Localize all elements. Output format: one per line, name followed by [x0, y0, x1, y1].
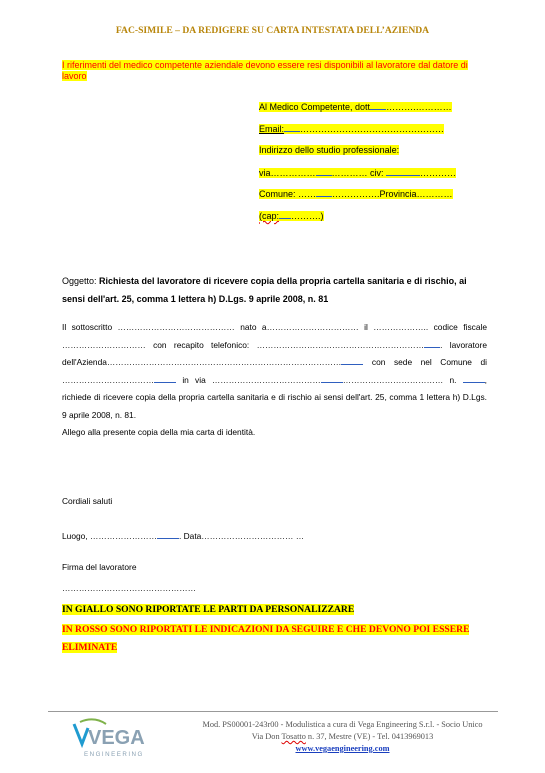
signature-label: Firma del lavoratore: [62, 562, 137, 572]
recipient-email: [259, 123, 444, 135]
note-yellow-text: IN GIALLO SONO RIPORTATE LE PARTI DA PERSONALIZZARE: [62, 604, 355, 615]
subject-text: Richiesta del lavoratore di ricevere copia della propria cartella sanitaria e di rischio, ai sensi dell'art. 25, comma 1 lettera h) D.Lgs. 9 aprile 2008, n. 81: [62, 276, 467, 304]
recipient-doctor: [259, 101, 452, 113]
email-label: Email:: [259, 124, 285, 134]
place-label: Luogo, ……………………: [62, 531, 157, 541]
body-part-1: Il sottoscritto …………………………………… nato a…………………………… il ……………….. codice fiscale ………………………… con recapito telefonico: ……………………………………………………: [62, 322, 487, 350]
cap-label: (cap:: [259, 211, 280, 221]
instruction-note: [62, 60, 487, 82]
recipient-comune: [259, 188, 453, 200]
email-blank[interactable]: [284, 123, 300, 132]
doctor-dots: ……….…………: [386, 102, 452, 112]
comune-blank[interactable]: [316, 188, 332, 197]
vega-logo: [72, 718, 154, 762]
recipient-cap: [259, 210, 324, 222]
logo-text: VEGA: [88, 727, 145, 749]
logo-subtext: ENGINEERING: [84, 751, 144, 758]
comune-label: Comune: ……: [259, 189, 317, 199]
cap-close: ……….): [291, 211, 324, 221]
footer-address-c: n. 37, Mestre (VE) - Tel. 0413969013: [305, 732, 434, 741]
civ-blank[interactable]: [386, 167, 420, 176]
body-part-6: , richiede di ricevere copia della propria cartella sanitaria e di rischio ai sensi dell'art. 25, comma 1 lettera h) D.Lgs. 9 aprile 2008, n. 81.: [62, 374, 487, 420]
footer-divider: [48, 711, 498, 712]
signature-line: …………………………………………: [62, 583, 196, 593]
company-blank[interactable]: [341, 356, 363, 365]
studio-label: Indirizzo dello studio professionale:: [259, 145, 400, 155]
letter-body: [62, 319, 487, 442]
footer-address-b: Tosatto: [281, 732, 306, 741]
place-blank[interactable]: [157, 530, 179, 539]
footer-address-a: Via Don: [251, 732, 282, 741]
via-label: via……………: [259, 168, 316, 178]
via-end: …………: [420, 168, 457, 178]
body-part-3: con sede nel Comune di ……………………………: [62, 357, 487, 385]
body-part-4: in via …………………………………: [176, 374, 321, 385]
date-label: . Data…………………………… …: [178, 531, 305, 541]
number-blank[interactable]: [463, 374, 485, 383]
cap-blank[interactable]: [279, 210, 291, 219]
vega-logo-icon: [72, 718, 154, 762]
comune-body-blank[interactable]: [154, 374, 176, 383]
recipient-via: [259, 167, 456, 179]
subject-label: Oggetto:: [62, 276, 100, 286]
footer-line-2: [150, 731, 535, 743]
footer-line-1: Mod. PS00001-243r00 - Modulistica a cura di Vega Engineering S.r.l. - Socio Unico: [202, 720, 483, 729]
body-part-2: . lavoratore dell'Azienda…………………………………………………………………………: [62, 339, 487, 367]
note-red-text: IN ROSSO SONO RIPORTATI LE INDICAZIONI DA SEGUIRE E CHE DEVONO POI ESSERE ELIMINATE: [62, 624, 470, 653]
note-red: [62, 621, 482, 657]
closing: Cordiali saluti: [62, 496, 113, 506]
page-title: FAC-SIMILE – DA REDIGERE SU CARTA INTESTATA DELL’AZIENDA: [115, 25, 430, 36]
via-blank[interactable]: [316, 167, 332, 176]
via-body-blank[interactable]: [321, 374, 343, 383]
doctor-blank[interactable]: [370, 101, 386, 110]
email-dots: …………………………………………: [300, 124, 445, 134]
place-date: [62, 530, 304, 541]
note-yellow: [62, 604, 354, 615]
recipient-studio: [259, 145, 399, 156]
via-mid: ………… civ:: [331, 168, 387, 178]
comune-mid: …………….Provincia…………: [332, 189, 453, 199]
doctor-label: Al Medico Competente, dott: [259, 102, 371, 112]
body-part-5: ……………………………… n.: [342, 374, 463, 385]
subject-line: [62, 272, 492, 308]
phone-blank[interactable]: [424, 339, 440, 348]
website-link[interactable]: www.vegaengineering.com: [295, 744, 390, 753]
footer-info: [150, 719, 535, 755]
body-attachment: Allego alla presente copia della mia carta di identità.: [62, 427, 256, 437]
instruction-text: I riferimenti del medico competente aziendale devono essere resi disponibili al lavoratore dal datore di lavoro: [62, 60, 468, 81]
